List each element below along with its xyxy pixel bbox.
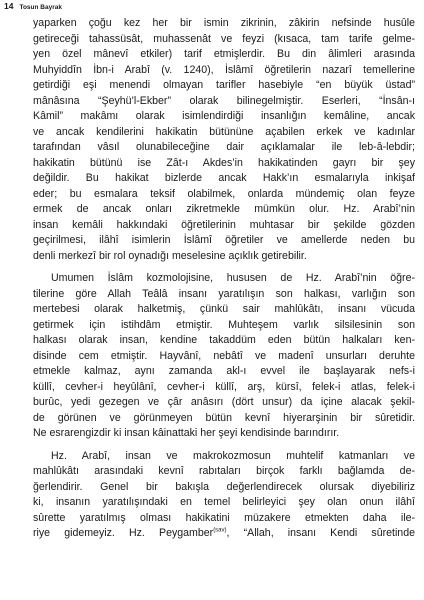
text-line: tarafından vâsıl olunabileceğine dair açıklamalar ile leb-â-lebdir;	[33, 141, 415, 153]
text-line: burûc, yedi gezegen ve çâr anâsırı (dört unsur) da içine alacak şekil-	[33, 396, 415, 408]
text-line: getirmek için istihdâm etmiştir. Muhteşem varlık silsilesinin son	[33, 318, 415, 331]
text-line: Hz. Arabî, insan ve makrokozmosun muhtelif katmanları ve	[51, 449, 415, 462]
text-line: Kâmil” makâmı olarak isimlendirdiği insanlığın kemâline, ancak	[33, 110, 415, 122]
running-head: Tosun Bayrak	[19, 4, 62, 11]
honorific-superscript: (sav)	[213, 527, 227, 534]
text-line-final	[33, 526, 415, 542]
text-line: ğerlendirir. Genel bir bakışla değerlendirecek olursak diyebiliriz	[33, 480, 415, 493]
text-line: mertebesi olarak halketmiş, çünkü sair mahlûkâtı, insanı vücuda	[33, 303, 415, 315]
text-line: mânâsına “Şeyhü’l-Ekber” olarak bilinegelmiştir. Eserleri, “İnsân-ı	[33, 94, 415, 107]
text-line: eder; bu esmalara teksif olabilmek, onlarda mündemiç olan feyze	[33, 187, 415, 200]
text-line: disinde cem etmiştir. Hayvânî, nebâtî ve madenî unsurları deruhte	[33, 349, 415, 362]
text-line: yaparken çoğu kez her bir ismin zikrinin, zâkirin nefsinde husûle	[33, 17, 415, 29]
paragraph-3	[33, 449, 415, 542]
text-line: ermek de ancak onları zikretmekle mümkün olur. Hz. Arabî’nin	[33, 203, 415, 215]
text-line: değildir. Bu hakikat bizlerde ancak Hakk’ın esmalarıyla inkişaf	[33, 172, 415, 184]
body-text	[33, 16, 415, 542]
text-line: ve ancak kendilerini hakikatin bütününe açabilen erkek ve kadınlar	[33, 125, 415, 138]
page-number: 14	[4, 1, 14, 11]
text-line: etmekle kalmaz, aynı zamanda akl-ı evvel ile başlayarak nefs-i	[33, 365, 415, 377]
text-fragment: , “Allah, insanı Kendi sûretinde	[226, 527, 415, 539]
paragraph-2	[33, 271, 415, 442]
text-line: geçirilmesi, ilâhî isimlerin İslâmî öğretiler ve amellerde neden bu	[33, 234, 415, 246]
text-line: tilerine göre Allah Teâlâ insanı yaratılışın son halkası, varlığın son	[33, 287, 415, 300]
page-header	[4, 0, 62, 14]
text-line: halkası olarak insan, kendine takaddüm eden bütün halkaları ken-	[33, 334, 415, 346]
text-line: Umumen İslâm kozmolojisine, hususen de Hz. Arabî’nin öğre-	[51, 272, 415, 284]
text-line: getirdiği eşi menendi olmayan tarifler hasebiyle “en büyük üstad”	[33, 79, 415, 91]
text-line: hakikatin bütünü ise Zât-ı Akdes’in hakikatinden gayrı bir şey	[33, 156, 415, 169]
text-line: insan kemâli hakkındaki öğretilerinin muhtasar bir şekilde gözden	[33, 218, 415, 231]
text-line: mahlûkâtı arasındaki kevnî rabıtaları birçok farklı bağlamda de-	[33, 465, 415, 477]
text-line: Ne esrarengizdir ki insan kâinattaki her şeyi kendisinde barındırır.	[33, 427, 340, 439]
text-line: denli merkezî bir rol oynadığı meselesine açıklık getirebilir.	[33, 249, 307, 262]
text-line: yen özel mânevî etkiler) tarif etmişlerdir. Bu din âlimleri arasında	[33, 48, 415, 60]
text-line: sûrette yaratılmış olması hakikatini müzakere etmekten daha ile-	[33, 511, 415, 524]
text-line: küllî, cevher-i heyûlânî, cevher-i küllî, arş, kürsî, felek-i atlas, felek-i	[33, 380, 415, 393]
text-line: getireceği tahassüsât, muhassenât ve feyzi (kısaca, tam tarife gelme-	[33, 32, 415, 45]
text-line: ki, insanın yaratılışındaki en temel belirleyici şey olan onun ilâhî	[33, 496, 415, 508]
text-line: Muhyiddîn İbn-i Arabî (v. 1240), İslâmî öğretilerin nazarî temellerine	[33, 63, 415, 76]
text-line: de görünen ve görünmeyen bütün kevnî hiyerarşinin bir sûretidir.	[33, 411, 415, 424]
text-fragment: riye gidemeyiz. Hz. Peygamber	[33, 527, 214, 539]
paragraph-1	[33, 16, 415, 264]
